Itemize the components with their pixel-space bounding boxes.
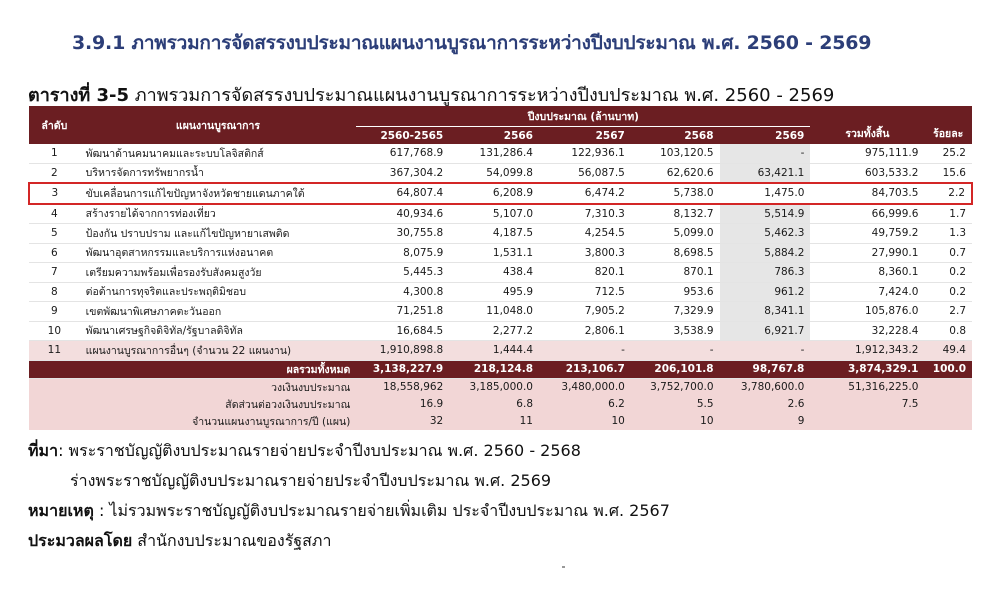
total-year-value: 206,101.8	[631, 360, 720, 378]
year-value: 3,538.9	[631, 321, 720, 341]
total-year-value: 3,138,227.9	[356, 360, 449, 378]
row-percent: 1.7	[924, 204, 972, 224]
total-label: ผลรวมทั้งหมด	[29, 360, 356, 378]
table-row	[29, 163, 972, 183]
row-percent: 25.2	[924, 144, 972, 163]
plan-name: สร้างรายได้จากการท่องเที่ยว	[80, 204, 357, 224]
plan-name: แผนงานบูรณาการอื่นๆ (จำนวน 22 แผนงาน)	[80, 341, 357, 361]
year-value: 3,800.3	[539, 243, 631, 263]
row-total: 49,759.2	[810, 224, 924, 244]
year-value: 5,445.3	[356, 263, 449, 283]
summary-label: วงเงินงบประมาณ	[29, 378, 356, 396]
row-number: 4	[29, 204, 80, 224]
year-value: 4,300.8	[356, 282, 449, 302]
year-value: 2,806.1	[539, 321, 631, 341]
row-percent: 0.8	[924, 321, 972, 341]
header-year: 2567	[539, 127, 631, 145]
row-percent: 1.3	[924, 224, 972, 244]
row-number: 8	[29, 282, 80, 302]
row-number: 11	[29, 341, 80, 361]
table-row	[29, 302, 972, 322]
row-number: 9	[29, 302, 80, 322]
table-row	[29, 224, 972, 244]
year-value: 953.6	[631, 282, 720, 302]
row-percent: 49.4	[924, 341, 972, 361]
year-value: 5,462.3	[720, 224, 811, 244]
row-number: 2	[29, 163, 80, 183]
year-value: 54,099.8	[449, 163, 539, 183]
year-value: 64,807.4	[356, 183, 449, 204]
header-no: ลำดับ	[29, 106, 80, 144]
source-line-1: : พระราชบัญญัติงบประมาณรายจ่ายประจำปีงบประมาณ พ.ศ. 2560 - 2568	[58, 441, 581, 460]
plan-name: เขตพัฒนาพิเศษภาคตะวันออก	[80, 302, 357, 322]
summary-value: 5.5	[631, 396, 720, 413]
row-percent: 2.7	[924, 302, 972, 322]
year-value: 4,187.5	[449, 224, 539, 244]
header-year: 2568	[631, 127, 720, 145]
summary-value: 6.2	[539, 396, 631, 413]
summary-value: 18,558,962	[356, 378, 449, 396]
summary-value: 10	[631, 413, 720, 430]
source-label: ที่มา	[28, 441, 59, 460]
year-value: 820.1	[539, 263, 631, 283]
summary-total: 51,316,225.0	[810, 378, 924, 396]
year-value: 30,755.8	[356, 224, 449, 244]
summary-value: 3,480,000.0	[539, 378, 631, 396]
summary-label: จำนวนแผนงานบูรณาการ/ปี (แผน)	[29, 413, 356, 430]
section-title: 3.9.1 ภาพรวมการจัดสรรงบประมาณแผนงานบูรณาการระหว่างปีงบประมาณ พ.ศ. 2560 - 2569	[72, 32, 872, 54]
year-value: 7,905.2	[539, 302, 631, 322]
year-value: 71,251.8	[356, 302, 449, 322]
header-plan: แผนงานบูรณาการ	[80, 106, 357, 144]
year-value: 56,087.5	[539, 163, 631, 183]
year-value: 7,329.9	[631, 302, 720, 322]
year-value: 131,286.4	[449, 144, 539, 163]
row-total: 32,228.4	[810, 321, 924, 341]
year-value: 712.5	[539, 282, 631, 302]
year-value: 8,341.1	[720, 302, 811, 322]
summary-label: สัดส่วนต่อวงเงินงบประมาณ	[29, 396, 356, 413]
grand-total: 3,874,329.1	[810, 360, 924, 378]
year-value: 40,934.6	[356, 204, 449, 224]
grand-percent: 100.0	[924, 360, 972, 378]
total-row	[29, 360, 972, 378]
year-value: 7,310.3	[539, 204, 631, 224]
summary-row	[29, 396, 972, 413]
summary-value: 6.8	[449, 396, 539, 413]
year-value: -	[720, 341, 811, 361]
row-percent: 2.2	[924, 183, 972, 204]
year-value: 6,474.2	[539, 183, 631, 204]
source-note	[28, 436, 670, 466]
year-value: 1,475.0	[720, 183, 811, 204]
year-value: 8,698.5	[631, 243, 720, 263]
year-value: 5,099.0	[631, 224, 720, 244]
summary-value: 10	[539, 413, 631, 430]
row-total: 105,876.0	[810, 302, 924, 322]
page-mark	[562, 566, 565, 568]
header-year: 2566	[449, 127, 539, 145]
summary-value: 32	[356, 413, 449, 430]
processed-label: ประมวลผลโดย	[28, 531, 133, 550]
row-number: 7	[29, 263, 80, 283]
table-row	[29, 282, 972, 302]
year-value: 5,107.0	[449, 204, 539, 224]
year-value: 8,075.9	[356, 243, 449, 263]
table-row	[29, 243, 972, 263]
budget-table-container	[28, 106, 973, 430]
summary-value: 3,780,600.0	[720, 378, 811, 396]
summary-value: 2.6	[720, 396, 811, 413]
budget-table	[28, 106, 973, 430]
year-value: -	[539, 341, 631, 361]
year-value: 6,208.9	[449, 183, 539, 204]
row-percent: 0.7	[924, 243, 972, 263]
summary-value: 3,185,000.0	[449, 378, 539, 396]
year-value: 2,277.2	[449, 321, 539, 341]
year-value: 16,684.5	[356, 321, 449, 341]
row-number: 10	[29, 321, 80, 341]
year-value: 63,421.1	[720, 163, 811, 183]
remark-label: หมายเหตุ	[28, 501, 94, 520]
header-year: 2569	[720, 127, 811, 145]
year-value: 1,531.1	[449, 243, 539, 263]
summary-row	[29, 378, 972, 396]
total-year-value: 98,767.8	[720, 360, 811, 378]
summary-row	[29, 413, 972, 430]
summary-pct	[924, 413, 972, 430]
plan-name: พัฒนาด้านคมนาคมและระบบโลจิสติกส์	[80, 144, 357, 163]
summary-value: 3,752,700.0	[631, 378, 720, 396]
table-caption-text: ภาพรวมการจัดสรรงบประมาณแผนงานบูรณาการระหว่างปีงบประมาณ พ.ศ. 2560 - 2569	[134, 85, 835, 106]
year-value: 11,048.0	[449, 302, 539, 322]
summary-total: 7.5	[810, 396, 924, 413]
header-budget: ปีงบประมาณ (ล้านบาท)	[356, 106, 810, 127]
year-value: 1,910,898.8	[356, 341, 449, 361]
remark-text: : ไม่รวมพระราชบัญญัติงบประมาณรายจ่ายเพิ่มเติม ประจำปีงบประมาณ พ.ศ. 2567	[93, 501, 670, 520]
year-value: 5,514.9	[720, 204, 811, 224]
year-value: 438.4	[449, 263, 539, 283]
row-total: 8,360.1	[810, 263, 924, 283]
row-number: 6	[29, 243, 80, 263]
notes	[28, 436, 670, 556]
source-line-2: ร่างพระราชบัญญัติงบประมาณรายจ่ายประจำปีงบประมาณ พ.ศ. 2569	[70, 471, 552, 490]
row-number: 1	[29, 144, 80, 163]
row-number: 5	[29, 224, 80, 244]
year-value: 5,738.0	[631, 183, 720, 204]
year-value: 62,620.6	[631, 163, 720, 183]
table-row	[29, 321, 972, 341]
year-value: 122,936.1	[539, 144, 631, 163]
table-row	[29, 183, 972, 204]
row-total: 84,703.5	[810, 183, 924, 204]
plan-name: พัฒนาอุตสาหกรรมและบริการแห่งอนาคต	[80, 243, 357, 263]
summary-total	[810, 413, 924, 430]
year-value: 367,304.2	[356, 163, 449, 183]
table-caption	[28, 80, 834, 109]
row-total: 7,424.0	[810, 282, 924, 302]
summary-value: 9	[720, 413, 811, 430]
year-value: 103,120.5	[631, 144, 720, 163]
row-percent: 0.2	[924, 263, 972, 283]
year-value: 1,444.4	[449, 341, 539, 361]
year-value: -	[720, 144, 811, 163]
table-row	[29, 204, 972, 224]
year-value: -	[631, 341, 720, 361]
year-value: 4,254.5	[539, 224, 631, 244]
row-percent: 0.2	[924, 282, 972, 302]
header-pct: ร้อยละ	[924, 106, 972, 144]
plan-name: ต่อต้านการทุจริตและประพฤติมิชอบ	[80, 282, 357, 302]
row-total: 1,912,343.2	[810, 341, 924, 361]
summary-value: 16.9	[356, 396, 449, 413]
table-caption-label: ตารางที่ 3-5	[28, 85, 130, 106]
total-year-value: 218,124.8	[449, 360, 539, 378]
plan-name: บริหารจัดการทรัพยากรน้ำ	[80, 163, 357, 183]
year-value: 786.3	[720, 263, 811, 283]
processed-text: สำนักงบประมาณของรัฐสภา	[132, 531, 332, 550]
plan-name: พัฒนาเศรษฐกิจดิจิทัล/รัฐบาลดิจิทัล	[80, 321, 357, 341]
header-total: รวมทั้งสิ้น	[810, 106, 924, 144]
year-value: 5,884.2	[720, 243, 811, 263]
table-row	[29, 144, 972, 163]
plan-name: เตรียมความพร้อมเพื่อรองรับสังคมสูงวัย	[80, 263, 357, 283]
remark-note	[28, 496, 670, 526]
total-year-value: 213,106.7	[539, 360, 631, 378]
year-value: 6,921.7	[720, 321, 811, 341]
row-total: 66,999.6	[810, 204, 924, 224]
table-body	[29, 144, 972, 430]
row-total: 975,111.9	[810, 144, 924, 163]
year-value: 8,132.7	[631, 204, 720, 224]
summary-value: 11	[449, 413, 539, 430]
table-row	[29, 341, 972, 361]
row-total: 27,990.1	[810, 243, 924, 263]
year-value: 870.1	[631, 263, 720, 283]
plan-name: ขับเคลื่อนการแก้ไขปัญหาจังหวัดชายแดนภาคใต้	[80, 183, 357, 204]
year-value: 961.2	[720, 282, 811, 302]
table-row	[29, 263, 972, 283]
processed-note	[28, 526, 670, 556]
row-number: 3	[29, 183, 80, 204]
header-year: 2560-2565	[356, 127, 449, 145]
summary-pct	[924, 396, 972, 413]
summary-pct	[924, 378, 972, 396]
row-percent: 15.6	[924, 163, 972, 183]
year-value: 617,768.9	[356, 144, 449, 163]
plan-name: ป้องกัน ปราบปราม และแก้ไขปัญหายาเสพติด	[80, 224, 357, 244]
year-value: 495.9	[449, 282, 539, 302]
row-total: 603,533.2	[810, 163, 924, 183]
